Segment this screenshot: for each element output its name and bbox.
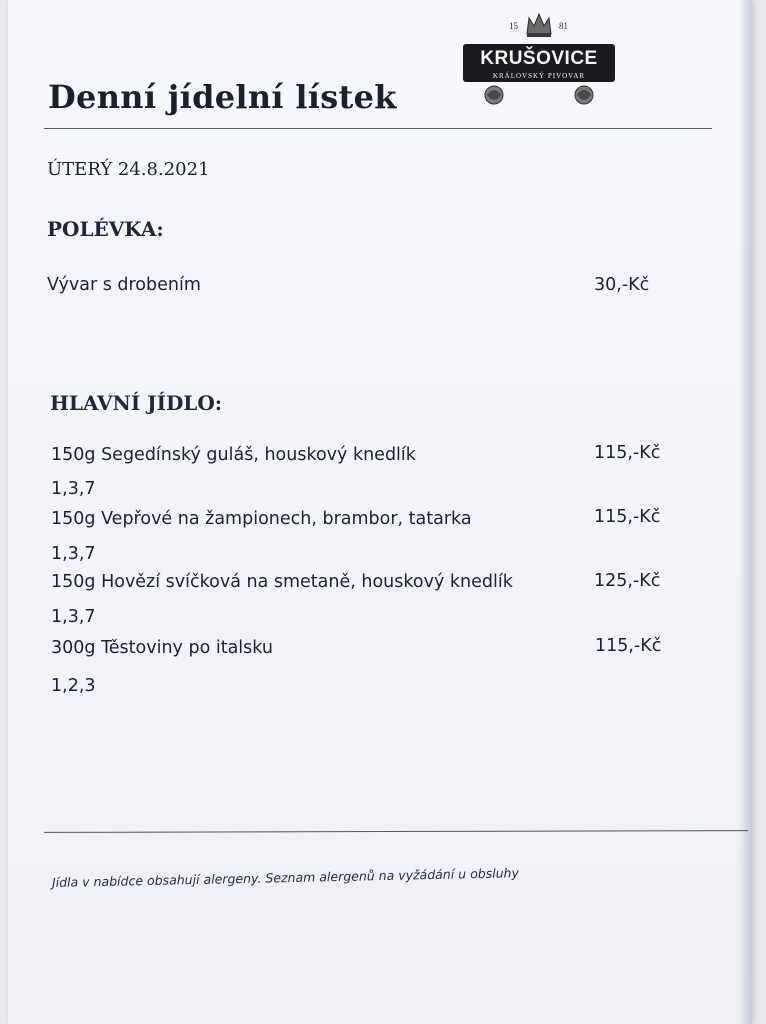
title-divider [44, 128, 712, 129]
main-item-price: 115,-Kč [594, 507, 661, 527]
allergen-note: Jídla v nabídce obsahují alergeny. Seznam alergenů na vyžádání u obsluhy [51, 865, 520, 890]
logo-subtitle: KRÁLOVSKÝ PIVOVAR [492, 72, 586, 80]
main-item-price: 125,-Kč [594, 571, 661, 591]
soup-heading: POLÉVKA: [47, 217, 164, 241]
paper-edge-shadow [738, 0, 752, 1024]
main-item-allergens: 1,3,7 [51, 544, 96, 564]
main-item-name: 150g Segedínský guláš, houskový knedlík [51, 445, 416, 465]
soup-item-name: Vývar s drobením [47, 275, 201, 295]
main-item-name: 300g Těstoviny po italsku [51, 638, 273, 658]
crown-icon [523, 10, 555, 38]
hop-emblem-icon [479, 82, 509, 108]
logo-year-right: 81 [559, 21, 568, 31]
main-item-price: 115,-Kč [594, 443, 661, 463]
page-title: Denní jídelní lístek [48, 78, 397, 116]
soup-item-price: 30,-Kč [594, 275, 650, 295]
main-item-allergens: 1,3,7 [51, 479, 96, 499]
main-item-allergens: 1,2,3 [51, 676, 96, 696]
menu-date: ÚTERÝ 24.8.2021 [47, 159, 210, 180]
main-item-name: 150g Hovězí svíčková na smetaně, houskový knedlík [51, 572, 513, 592]
krusovice-logo [463, 8, 615, 108]
main-heading: HLAVNÍ JÍDLO: [50, 391, 223, 415]
main-item-price: 115,-Kč [595, 636, 662, 656]
logo-brand: KRUŠOVICE [463, 44, 615, 82]
logo-year-left: 15 [509, 21, 518, 31]
hop-emblem-icon [569, 82, 599, 108]
main-item-allergens: 1,3,7 [51, 607, 96, 627]
main-item-name: 150g Vepřové na žampionech, brambor, tatarka [51, 509, 472, 529]
